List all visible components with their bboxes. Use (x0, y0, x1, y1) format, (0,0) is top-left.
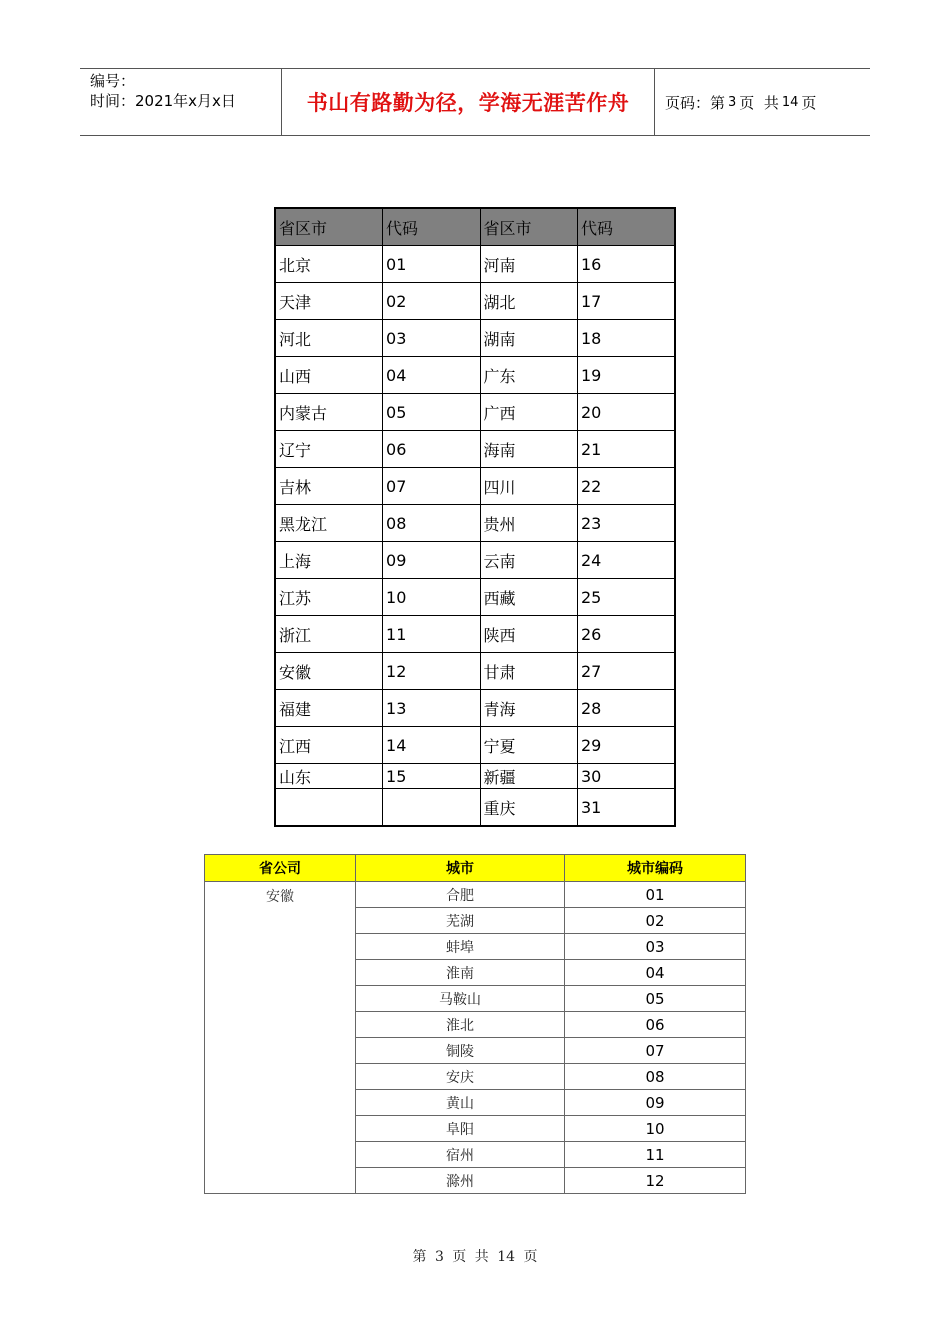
province-cell: 重庆 (480, 789, 577, 827)
code-cell: 19 (578, 357, 676, 394)
province-cell: 福建 (275, 690, 383, 727)
table-row (275, 789, 675, 827)
table-row (275, 690, 675, 727)
page-current: 3 (728, 94, 737, 110)
page-suffix: 页 (801, 93, 817, 112)
province-cell: 陕西 (480, 616, 577, 653)
province-cell: 湖南 (480, 320, 577, 357)
city-code-cell: 11 (565, 1142, 746, 1168)
code-cell: 14 (383, 727, 480, 764)
city-code-cell: 08 (565, 1064, 746, 1090)
code-cell: 30 (578, 764, 676, 789)
table-row (275, 579, 675, 616)
city-cell: 阜阳 (356, 1116, 565, 1142)
province-cell: 西藏 (480, 579, 577, 616)
city-cell: 芜湖 (356, 908, 565, 934)
city-cell: 宿州 (356, 1142, 565, 1168)
province-cell: 宁夏 (480, 727, 577, 764)
city-cell: 马鞍山 (356, 986, 565, 1012)
province-code-table (274, 207, 676, 827)
table-row (275, 727, 675, 764)
header-meta (80, 69, 282, 135)
province-cell: 云南 (480, 542, 577, 579)
city-code-cell: 09 (565, 1090, 746, 1116)
city-code-cell: 06 (565, 1012, 746, 1038)
province-cell: 新疆 (480, 764, 577, 789)
city-cell: 蚌埠 (356, 934, 565, 960)
table-row (275, 431, 675, 468)
code-cell: 24 (578, 542, 676, 579)
city-code-table (204, 854, 746, 1194)
province-cell: 山东 (275, 764, 383, 789)
city-cell: 淮北 (356, 1012, 565, 1038)
province-cell: 贵州 (480, 505, 577, 542)
table-row (275, 394, 675, 431)
province-cell: 四川 (480, 468, 577, 505)
code-cell: 28 (578, 690, 676, 727)
province-cell: 河北 (275, 320, 383, 357)
province-cell: 江苏 (275, 579, 383, 616)
code-cell: 29 (578, 727, 676, 764)
header-page-info (655, 69, 870, 135)
table-header-row (275, 208, 675, 246)
code-cell: 04 (383, 357, 480, 394)
city-cell: 淮南 (356, 960, 565, 986)
province-cell: 甘肃 (480, 653, 577, 690)
province-cell: 海南 (480, 431, 577, 468)
province-cell: 广西 (480, 394, 577, 431)
code-cell: 21 (578, 431, 676, 468)
code-cell: 13 (383, 690, 480, 727)
table-row (275, 320, 675, 357)
code-cell: 16 (578, 246, 676, 283)
table-row (205, 882, 746, 908)
table-row (275, 468, 675, 505)
code-cell: 10 (383, 579, 480, 616)
city-cell: 合肥 (356, 882, 565, 908)
table-row (275, 246, 675, 283)
header-cell: 省公司 (205, 855, 356, 882)
province-cell: 湖北 (480, 283, 577, 320)
province-cell: 上海 (275, 542, 383, 579)
table-row (275, 505, 675, 542)
province-cell: 江西 (275, 727, 383, 764)
table-header-row (205, 855, 746, 882)
code-cell: 22 (578, 468, 676, 505)
province-cell: 北京 (275, 246, 383, 283)
province-cell: 安徽 (275, 653, 383, 690)
page-mid: 页 共 (739, 93, 779, 112)
table-row (275, 542, 675, 579)
code-cell: 08 (383, 505, 480, 542)
city-code-cell: 12 (565, 1168, 746, 1194)
province-cell: 天津 (275, 283, 383, 320)
code-cell: 17 (578, 283, 676, 320)
code-cell: 05 (383, 394, 480, 431)
table-row (275, 764, 675, 789)
header-cell: 省区市 (275, 208, 383, 246)
province-cell: 青海 (480, 690, 577, 727)
province-cell: 辽宁 (275, 431, 383, 468)
code-cell: 26 (578, 616, 676, 653)
code-cell: 15 (383, 764, 480, 789)
province-cell (275, 789, 383, 827)
city-cell: 黄山 (356, 1090, 565, 1116)
table-row (275, 616, 675, 653)
city-code-cell: 01 (565, 882, 746, 908)
code-cell: 23 (578, 505, 676, 542)
page-header (80, 68, 870, 136)
province-cell: 河南 (480, 246, 577, 283)
code-cell: 09 (383, 542, 480, 579)
header-cell: 城市编码 (565, 855, 746, 882)
city-code-cell: 02 (565, 908, 746, 934)
code-cell: 02 (383, 283, 480, 320)
table-row (275, 357, 675, 394)
code-cell: 18 (578, 320, 676, 357)
code-cell: 07 (383, 468, 480, 505)
code-cell: 06 (383, 431, 480, 468)
header-cell: 代码 (383, 208, 480, 246)
code-cell: 31 (578, 789, 676, 827)
header-cell: 省区市 (480, 208, 577, 246)
code-cell: 12 (383, 653, 480, 690)
province-cell: 广东 (480, 357, 577, 394)
city-code-cell: 03 (565, 934, 746, 960)
city-code-cell: 07 (565, 1038, 746, 1064)
code-cell: 01 (383, 246, 480, 283)
table-row (275, 283, 675, 320)
code-cell: 11 (383, 616, 480, 653)
code-cell: 27 (578, 653, 676, 690)
province-cell: 吉林 (275, 468, 383, 505)
header-cell: 代码 (578, 208, 676, 246)
city-cell: 铜陵 (356, 1038, 565, 1064)
header-motto: 书山有路勤为径，学海无涯苦作舟 (282, 69, 655, 135)
header-cell: 城市 (356, 855, 565, 882)
province-cell: 浙江 (275, 616, 383, 653)
city-cell: 滁州 (356, 1168, 565, 1194)
city-code-cell: 05 (565, 986, 746, 1012)
province-cell: 内蒙古 (275, 394, 383, 431)
province-cell: 山西 (275, 357, 383, 394)
city-code-cell: 04 (565, 960, 746, 986)
city-cell: 安庆 (356, 1064, 565, 1090)
province-cell: 安徽 (205, 882, 356, 1194)
page-total: 14 (781, 94, 799, 110)
code-cell: 03 (383, 320, 480, 357)
table-row (275, 653, 675, 690)
page-footer: 第 3 页 共 14 页 (412, 1249, 538, 1265)
number-label: 编号： (90, 72, 136, 90)
code-cell: 20 (578, 394, 676, 431)
page-prefix: 页码：第 (665, 93, 726, 112)
city-code-cell: 10 (565, 1116, 746, 1142)
province-cell: 黑龙江 (275, 505, 383, 542)
time-label: 时间：2021年x月x日 (90, 92, 236, 110)
code-cell: 25 (578, 579, 676, 616)
code-cell (383, 789, 480, 827)
